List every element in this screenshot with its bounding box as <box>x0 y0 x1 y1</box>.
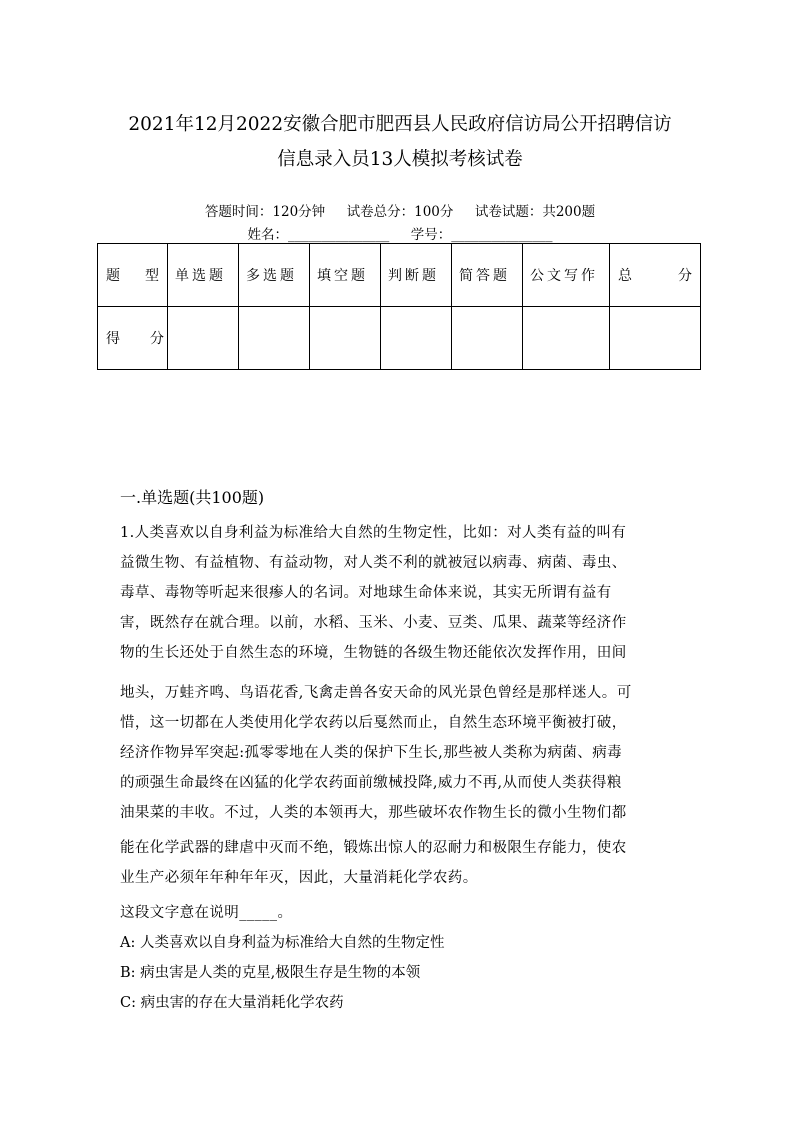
score-table <box>97 243 701 370</box>
column-short-answer: 简答题 <box>452 244 523 307</box>
question-text-line: 害，既然存在就合理。以前，水稻、玉米、小麦、豆类、瓜果、蔬菜等经济作 <box>120 615 627 631</box>
score-cell[interactable] <box>610 307 701 370</box>
question-text-line: 益微生物、有益植物、有益动物，对人类不利的就被冠以病毒、病菌、毒虫、 <box>120 555 627 571</box>
question-text-line: 物的生长还处于自然生态的环境，生物链的各级生物还能依次发挥作用，田间 <box>120 645 627 661</box>
score-label: 得 分 <box>98 307 168 370</box>
exam-title-line-2: 信息录入员13人模拟考核试卷 <box>277 149 523 170</box>
column-single-choice: 单选题 <box>168 244 239 307</box>
question-text-line: 油果菜的丰收。不过，人类的本领再大，那些破坏农作物生长的微小生物们都 <box>120 805 627 821</box>
column-document-writing: 公文写作 <box>523 244 610 307</box>
exam-meta-info: 答题时间：120分钟 试卷总分：100分 试卷试题：共200题 <box>204 204 596 220</box>
score-cell[interactable] <box>239 307 310 370</box>
question-text-line: 的顽强生命最终在凶猛的化学农药面前缴械投降,威力不再,从而使人类获得粮 <box>120 775 622 791</box>
question-text-line: 1.人类喜欢以自身利益为标准给大自然的生物定性，比如：对人类有益的叫有 <box>120 525 627 541</box>
score-table-score-row <box>98 307 701 370</box>
exam-title-line-1: 2021年12月2022安徽合肥市肥西县人民政府信访局公开招聘信访 <box>128 114 672 135</box>
question-text-line: 惜，这一切都在人类使用化学农药以后戛然而止，自然生态环境平衡被打破， <box>120 715 627 731</box>
section-heading: 一.单选题(共100题) <box>120 488 265 507</box>
question-text-line: 地头，万蛙齐鸣、鸟语花香,飞禽走兽各安天命的风光景色曾经是那样迷人。可 <box>120 685 632 701</box>
option-b[interactable]: B: 病虫害是人类的克星,极限生存是生物的本领 <box>120 965 421 981</box>
question-type-label: 题 型 <box>98 244 168 307</box>
column-fill-blank: 填空题 <box>310 244 381 307</box>
question-text-line: 经济作物异军突起:孤零零地在人类的保护下生长,那些被人类称为病菌、病毒 <box>120 745 622 761</box>
score-cell[interactable] <box>310 307 381 370</box>
option-c[interactable]: C: 病虫害的存在大量消耗化学农药 <box>120 995 344 1011</box>
option-a[interactable]: A: 人类喜欢以自身利益为标准给大自然的生物定性 <box>120 935 445 951</box>
score-cell[interactable] <box>523 307 610 370</box>
score-table-header-row <box>98 244 701 307</box>
column-multiple-choice: 多选题 <box>239 244 310 307</box>
score-cell[interactable] <box>452 307 523 370</box>
question-text-line: 能在化学武器的肆虐中灭而不绝，锻炼出惊人的忍耐力和极限生存能力，使农 <box>120 840 627 856</box>
question-text-line: 毒草、毒物等听起来很瘆人的名词。对地球生命体来说，其实无所谓有益有 <box>120 585 612 601</box>
student-info-fields: 姓名：_______________ 学号：_______________ <box>247 227 553 243</box>
score-cell[interactable] <box>381 307 452 370</box>
question-stem: 这段文字意在说明_____。 <box>120 905 293 921</box>
score-cell[interactable] <box>168 307 239 370</box>
column-total: 总 分 <box>610 244 701 307</box>
column-true-false: 判断题 <box>381 244 452 307</box>
question-text-line: 业生产必须年年种年年灭，因此，大量消耗化学农药。 <box>120 870 478 886</box>
